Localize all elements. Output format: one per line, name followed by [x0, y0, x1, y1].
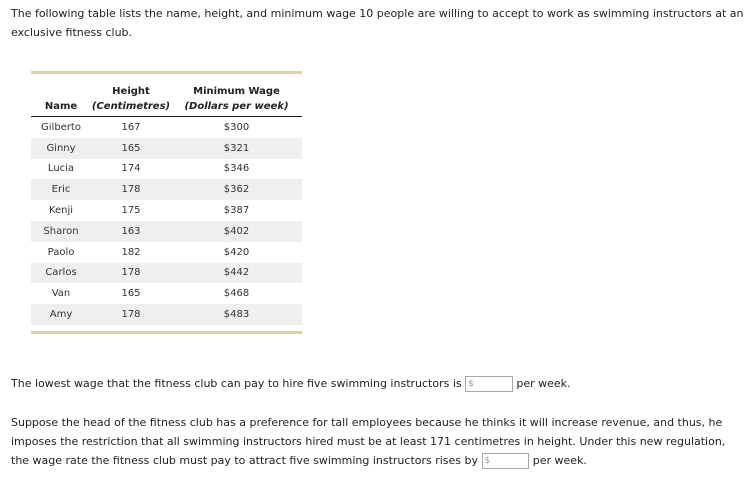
cell-name: Carlos: [31, 263, 91, 284]
cell-height: 167: [121, 121, 141, 133]
header-wage-unit: (Dollars per week): [171, 97, 302, 117]
cell-name: Sharon: [31, 221, 91, 242]
cell-name: Amy: [31, 304, 91, 325]
wage-table: [31, 71, 302, 334]
table-row: [31, 138, 302, 159]
question-2-suffix: per week.: [532, 454, 587, 467]
table-row: [31, 117, 302, 138]
table-row: [31, 221, 302, 242]
dollar-sign: $: [484, 455, 491, 466]
table-row: [31, 283, 302, 304]
cell-height: 174: [121, 163, 141, 175]
cell-height: 178: [91, 304, 171, 325]
cell-name: Paolo: [47, 246, 75, 258]
cell-height: 165: [91, 138, 171, 159]
cell-wage: $300: [223, 121, 250, 133]
table-bottom-rule: [31, 331, 302, 334]
question-2: [11, 413, 746, 470]
cell-wage: $442: [171, 263, 302, 284]
table-row: [31, 304, 302, 325]
header-height-unit: (Centimetres): [91, 97, 171, 117]
cell-name: Lucia: [47, 163, 75, 175]
table-row: [31, 179, 302, 200]
cell-height: 165: [121, 288, 141, 300]
header-height: Height: [112, 86, 150, 97]
cell-name: Eric: [31, 179, 91, 200]
cell-height: 178: [91, 263, 171, 284]
dollar-sign: $: [468, 378, 474, 389]
lowest-wage-field[interactable]: [465, 376, 513, 392]
cell-wage: $321: [171, 138, 302, 159]
header-spacer: [31, 74, 91, 97]
header-wage: Minimum Wage: [193, 86, 280, 97]
cell-wage: $483: [171, 304, 302, 325]
cell-height: 175: [121, 205, 141, 217]
cell-name: Ginny: [31, 138, 91, 159]
table-row: [31, 159, 302, 180]
cell-wage: $402: [171, 221, 302, 242]
wage-increase-field[interactable]: [482, 453, 530, 469]
table-row: [31, 200, 302, 221]
question-1-text: The lowest wage that the fitness club can pay to hire five swimming instructors is: [11, 377, 462, 390]
cell-height: 163: [91, 221, 171, 242]
cell-height: 178: [91, 179, 171, 200]
wage-increase-input[interactable]: [491, 455, 528, 467]
lowest-wage-input[interactable]: [475, 378, 512, 390]
intro-text: The following table lists the name, height, and minimum wage 10 people are willing to accept to work as swimming instructors at an exclusive fitness club.: [11, 7, 744, 39]
table-row: [31, 263, 302, 284]
table-row: [31, 242, 302, 263]
question-1-suffix: per week.: [516, 377, 571, 390]
cell-wage: $362: [171, 179, 302, 200]
cell-name: Kenji: [48, 205, 74, 217]
cell-wage: $387: [223, 205, 250, 217]
cell-wage: $346: [223, 163, 250, 175]
question-1: [11, 374, 571, 393]
question-2-text: Suppose the head of the fitness club has a preference for tall employees because he thinks it will increase revenue, and thus, he imposes the restriction that all swimming instructors hired must be at least 171 centimetres in height. Under this new regulation, the wage rate the fitness club must pay to attract five swimming instructors rises by: [11, 416, 726, 467]
header-name: Name: [31, 97, 91, 117]
cell-name: Van: [51, 288, 71, 300]
cell-wage: $468: [223, 288, 250, 300]
cell-name: Gilberto: [41, 121, 81, 133]
cell-height: 182: [121, 246, 141, 258]
cell-wage: $420: [223, 246, 250, 258]
